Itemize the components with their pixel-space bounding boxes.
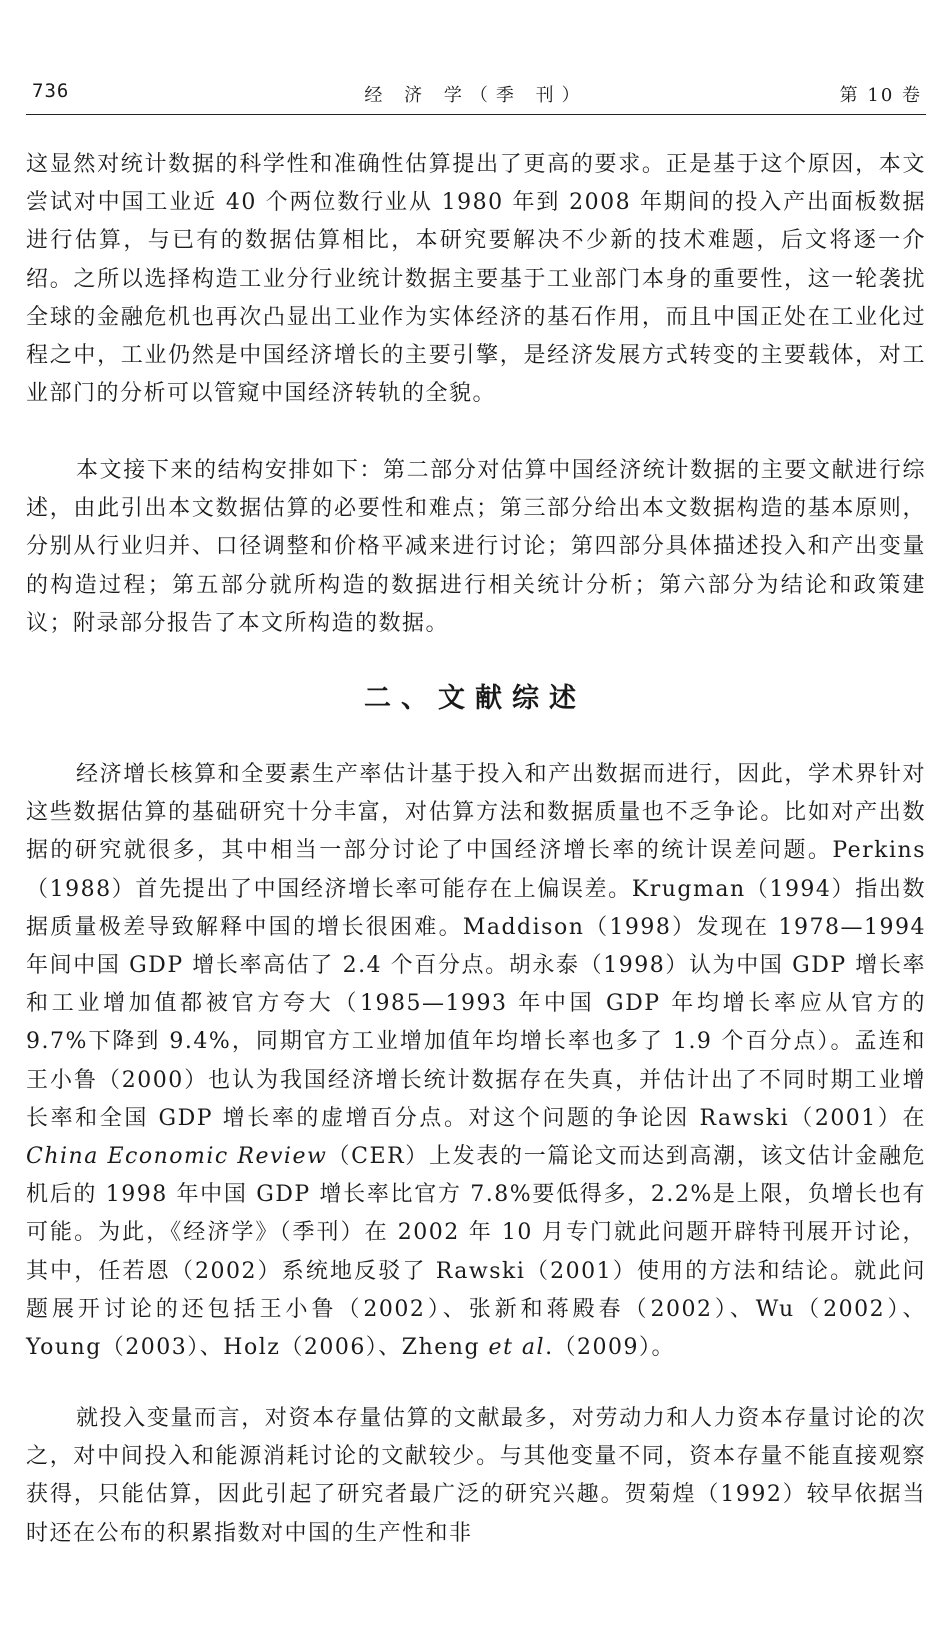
paragraph-text-part-a: 经济增长核算和全要素生产率估计基于投入和产出数据而进行，因此，学术界针对这些数据估算的基础研究十分丰富，对估算方法和数据质量也不乏争论。比如对产出数据的研究就很多，其中相当一部分讨论了中国经济增长率的统计误差问题。Perkins（1988）首先提出了中国经济增长率可能存在上偏误差。Krugman（1994）指出数据质量极差导致解释中国的增长很困难。Maddison（1998）发现在 1978—1994 年间中国 GDP 增长率高估了 2.4 个百分点。胡永泰（1998）认为中国 GDP 增长率和工业增加值都被官方夸大（1985—1993 年中国 GDP 年均增长率应从官方的 9.7%下降到 9.4%，同期官方工业增加值年均增长率也多了 1.9 个百分点）。孟连和王小鲁（2000）也认为我国经济增长统计数据存在失真，并估计出了不同时期工业增长率和全国 GDP 增长率的虚增百分点。对这个问题的争论因 Rawski（2001）在 <box>26 762 926 1131</box>
running-header <box>26 78 926 115</box>
paragraph-text-part-b: （CER）上发表的一篇论文而达到高潮，该文估计金融危机后的 1998 年中国 GDP 增长率比官方 7.8%要低得多，2.2%是上限，负增长也有可能。为此，《经济学》（季刊）在 2002 年 10 月专门就此问题开辟特刊展开讨论，其中，任若恩（2002）系统地反驳了 Rawski（2001）使用的方法和结论。就此问题展开讨论的还包括王小鲁（2002）、张新和蒋殿春（2002）、Wu（2002）、Young（2003）、Holz（2006）、Zheng <box>26 1144 926 1361</box>
paragraph-text-part-c: .（2009）。 <box>545 1335 676 1361</box>
page-number: 736 <box>32 80 70 102</box>
paragraph-structure: 本文接下来的结构安排如下：第二部分对估算中国经济统计数据的主要文献进行综述，由此引出本文数据估算的必要性和难点；第三部分给出本文数据构造的基本原则，分别从行业归并、口径调整和价格平减来进行讨论；第四部分具体描述投入和产出变量的构造过程；第五部分就所构造的数据进行相关统计分析；第六部分为结论和政策建议；附录部分报告了本文所构造的数据。 <box>26 458 926 636</box>
journal-title: 经 济 学（季 刊） <box>364 85 588 106</box>
journal-name-italic: China Economic Review <box>26 1144 328 1170</box>
paragraph-intro-continued: 这显然对统计数据的科学性和准确性估算提出了更高的要求。正是基于这个原因，本文尝试对中国工业近 40 个两位数行业从 1980 年到 2008 年期间的投入产出面板数据进行估算，与已有的数据估算相比，本研究要解决不少新的技术难题，后文将逐一介绍。之所以选择构造工业分行业统计数据主要基于工业部门本身的重要性，这一轮袭扰全球的金融危机也再次凸显出工业作为实体经济的基石作用，而且中国正处在工业化过程之中，工业仍然是中国经济增长的主要引擎，是经济发展方式转变的主要载体，对工业部门的分析可以管窥中国经济转轨的全貌。 <box>26 152 926 407</box>
volume-label: 第 10 卷 <box>839 85 922 106</box>
paragraph-literature-input: 就投入变量而言，对资本存量估算的文献最多，对劳动力和人力资本存量讨论的次之，对中间投入和能源消耗讨论的文献较少。与其他变量不同，资本存量不能直接观察获得，只能估算，因此引起了研究者最广泛的研究兴趣。贺菊煌（1992）较早依据当时还在公布的积累指数对中国的生产性和非 <box>26 1406 926 1546</box>
section-heading: 二、文献综述 <box>364 683 586 714</box>
et-al-italic: et al <box>488 1335 546 1361</box>
paragraph-literature-output <box>26 756 926 1367</box>
